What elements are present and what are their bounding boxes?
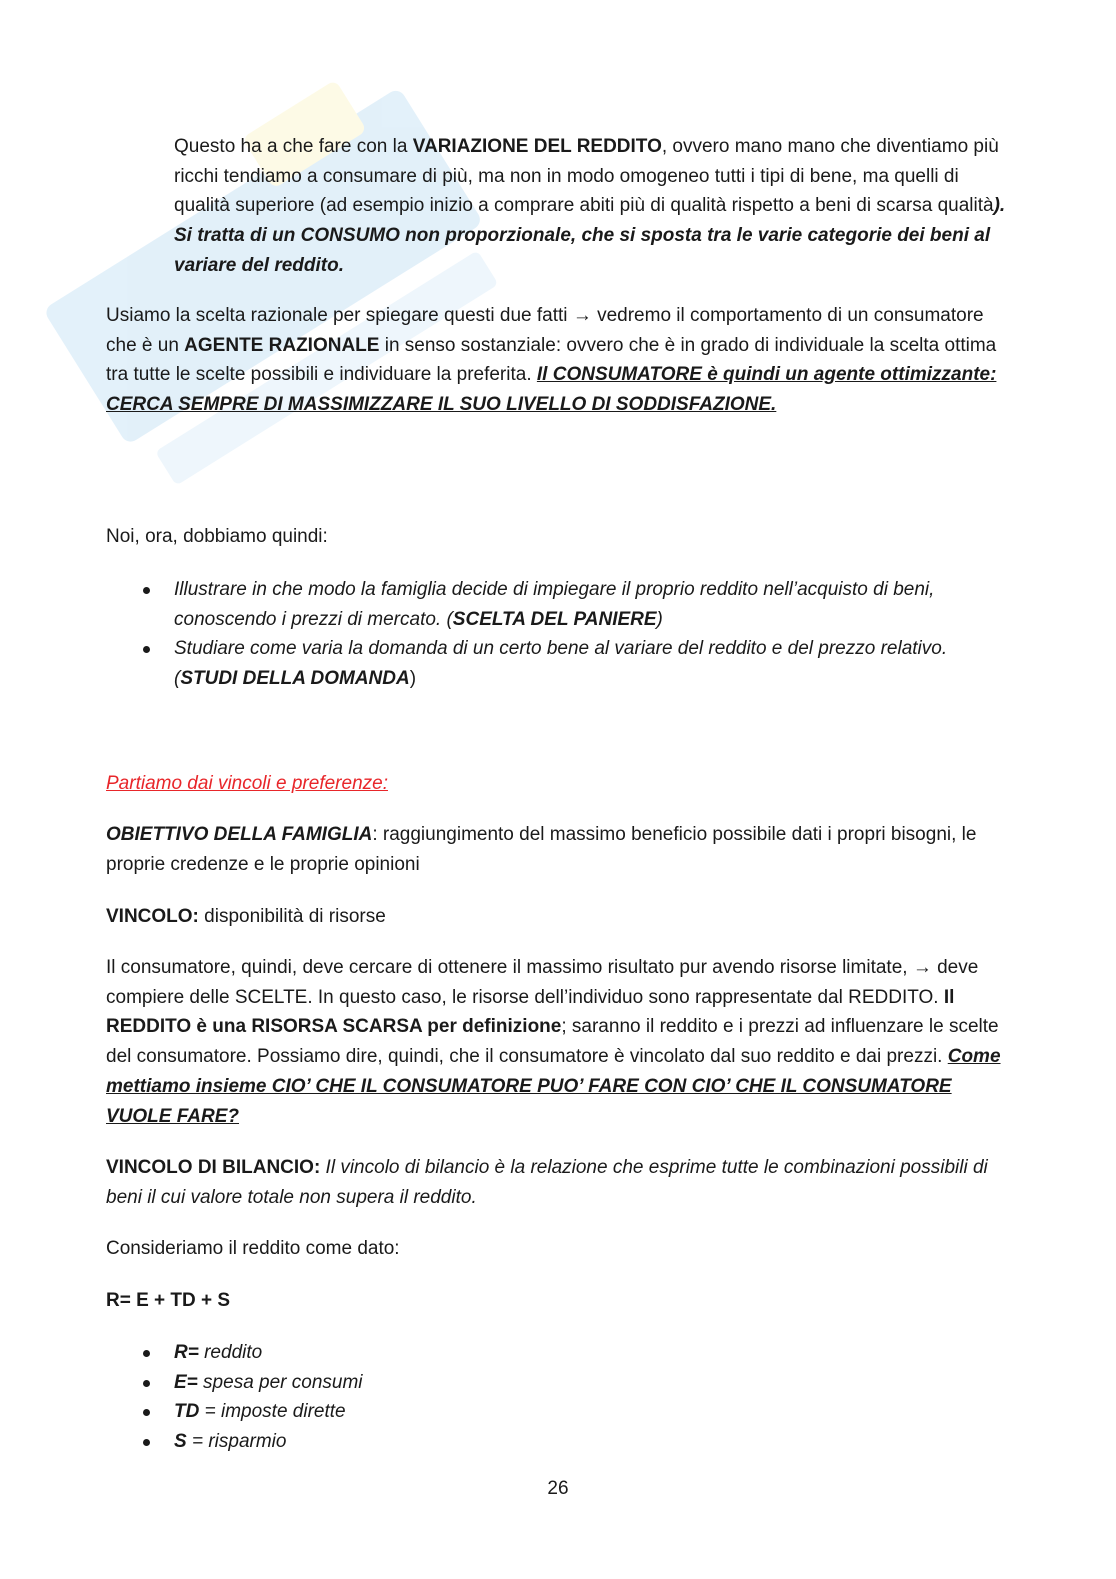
term-symbol: E= [174, 1371, 198, 1393]
rational-text-1: Usiamo la scelta razionale per spiegare questi due fatti [106, 305, 573, 326]
goal-1-bold: SCELTA DEL PANIERE [452, 608, 657, 630]
term-description: = risparmio [186, 1431, 287, 1453]
consideriamo-paragraph: Consideriamo il reddito come dato: [106, 1238, 400, 1259]
goal-1-end: ) [656, 608, 663, 630]
list-item [106, 1368, 1006, 1398]
term-description: = imposte dirette [199, 1401, 346, 1423]
intro-bold-1: VARIAZIONE DEL REDDITO [412, 136, 662, 157]
goal-2-end: ) [409, 668, 417, 690]
bilancio-label: VINCOLO DI BILANCIO: [106, 1157, 321, 1178]
vincolo-label: VINCOLO: [106, 906, 199, 927]
term-symbol: TD [174, 1401, 200, 1423]
arrow-right-icon: → [912, 957, 932, 978]
bilancio-text: Il vincolo di bilancio è la relazione che esprime tutte le combinazioni possibili di beni il cui valore totale non supera il reddito. [106, 1157, 988, 1208]
page-number: 26 [547, 1478, 569, 1499]
list-item [106, 1338, 1006, 1368]
term-symbol: R= [174, 1342, 199, 1363]
rational-bold-1: AGENTE RAZIONALE [184, 334, 380, 356]
consumatore-text-1: Il consumatore, quindi, deve cercare di ottenere il massimo risultato pur avendo risorse limitate, [106, 957, 913, 978]
goal-2-text: Studiare come varia la domanda di un certo bene al variare del reddito e del prezzo relativo. ( [174, 638, 948, 690]
intro-paragraph [174, 132, 1006, 281]
goal-1-text: Illustrare in che modo la famiglia decide di impiegare il proprio reddito nell’acquisto di beni, conoscendo i prezzi di mercato. ( [174, 579, 935, 630]
vincolo-text: disponibilità di risorse [198, 906, 386, 927]
consumatore-text-3: ; saranno il reddito e i prezzi ad influenzare le scelte del consumatore. Possiamo dire, quindi, che il consumatore è vincolato dal suo reddito e dai prezzi. [106, 1016, 999, 1068]
obiettivo-paragraph [106, 820, 1006, 879]
intro-bold-italic-1: ). Si tratta di un CONSUMO non proporzionale, che si sposta tra le varie categorie dei beni al variare del reddito. [174, 195, 1006, 276]
term-description: reddito [198, 1342, 263, 1363]
term-symbol: S [174, 1431, 187, 1453]
consumatore-text-2: deve compiere delle SCELTE. In questo caso, le risorse dell’individuo sono rappresentate dal REDDITO. [106, 957, 979, 1008]
vincolo-paragraph [106, 902, 1006, 932]
rational-emphasis: Il CONSUMATORE è quindi un agente ottimizzante: CERCA SEMPRE DI MASSIMIZZARE IL SUO LIVELLO DI SODDISFAZIONE. [106, 364, 997, 416]
list-item [106, 1427, 1006, 1457]
obiettivo-text: : raggiungimento del massimo beneficio possibile dati i propri bisogni, le proprie credenze e le proprie opinioni [106, 824, 977, 875]
term-description: spesa per consumi [197, 1371, 363, 1393]
bilancio-paragraph [106, 1153, 1006, 1212]
obiettivo-label: OBIETTIVO DELLA FAMIGLIA [106, 824, 373, 845]
list-item [106, 1397, 1006, 1427]
goal-2-bold: STUDI DELLA DOMANDA [180, 668, 410, 690]
list-item [106, 575, 1006, 634]
rational-text-3: in senso sostanziale: ovvero che è in grado di individuale la scelta ottima tra tutte le scelte possibili e individuare la preferita. [106, 334, 997, 386]
goals-list [106, 575, 1006, 694]
rational-paragraph [106, 301, 1006, 420]
section-heading [106, 769, 1006, 799]
arrow-right-icon: → [572, 305, 592, 326]
consumatore-bold-1: Il REDDITO è una RISORSA SCARSA per definizione [106, 986, 955, 1038]
formula-text: R= E + TD + S [106, 1290, 231, 1311]
noi-paragraph: Noi, ora, dobbiamo quindi: [106, 526, 328, 547]
intro-text-2: , ovvero mano mano che diventiamo più ricchi tendiamo a consumare di più, ma non in modo omogeneo tutti i tipi di bene, ma quelli di qualità superiore (ad esempio inizio a comprare abiti più di qualità rispetto a beni di scarsa qualità [174, 136, 999, 217]
intro-text-1: Questo ha a che fare con la [174, 136, 413, 157]
list-item [106, 634, 1006, 693]
terms-list [106, 1338, 1006, 1457]
rational-text-2: vedremo il comportamento di un consumatore che è un [106, 305, 984, 356]
consumatore-paragraph [106, 953, 1006, 1131]
section-heading-text: Partiamo dai vincoli e preferenze: [106, 773, 388, 794]
consumatore-emphasis: Come mettiamo insieme CIO’ CHE IL CONSUMATORE PUO’ FARE CON CIO’ CHE IL CONSUMATORE VUOLE FARE? [106, 1046, 1001, 1127]
formula [106, 1286, 1006, 1316]
